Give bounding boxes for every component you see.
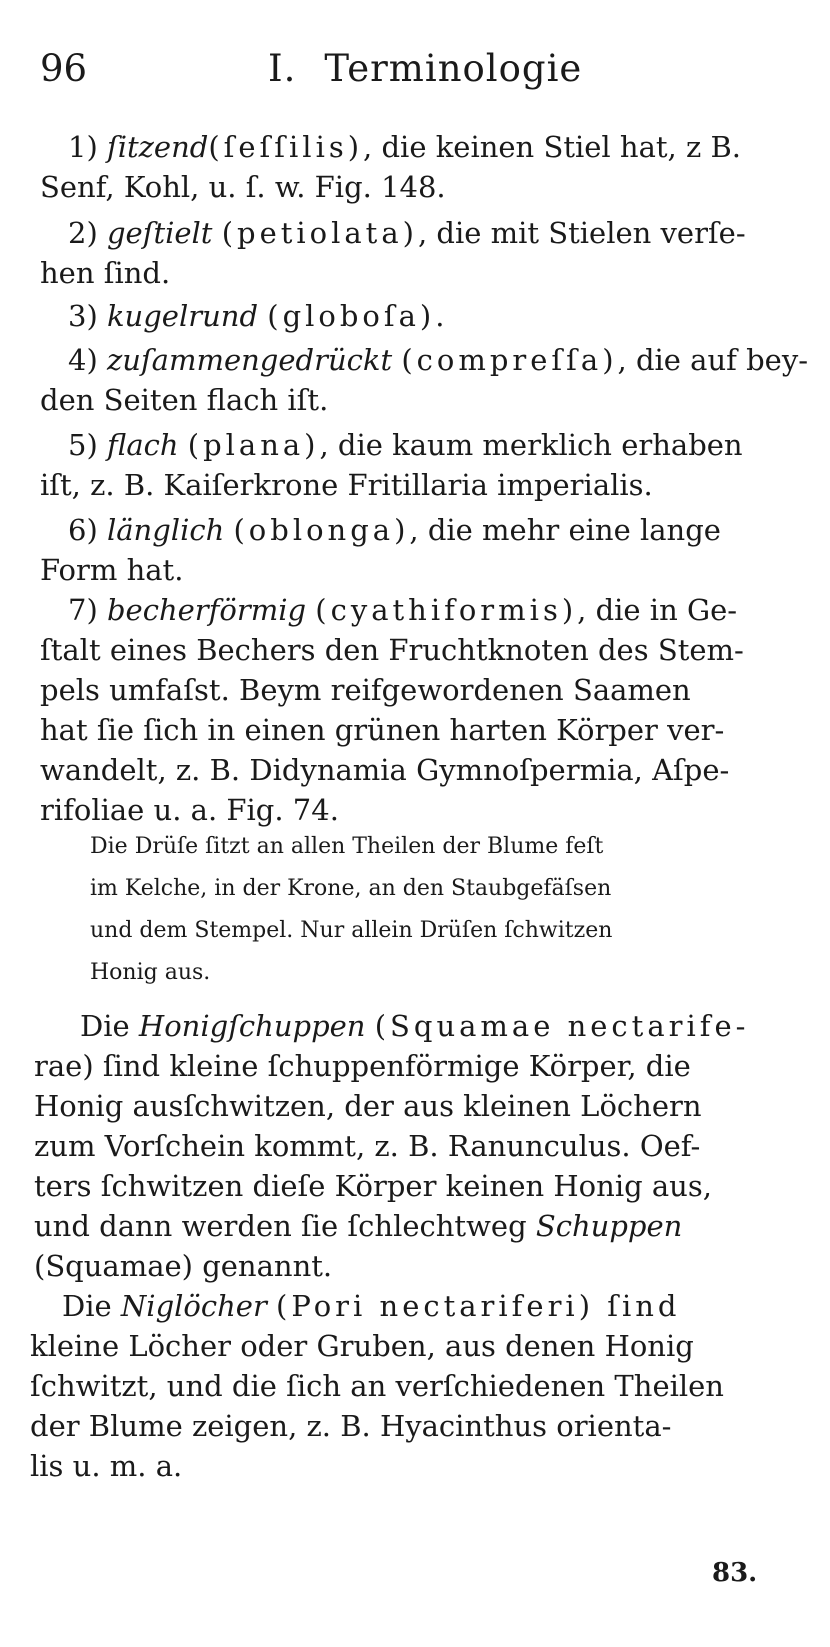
- term: Honigſchuppen: [138, 1009, 366, 1043]
- list-item: 3) kugelrund (globoſa).: [68, 299, 449, 333]
- list-item: 4) zuſammengedrückt (compreſſa), die auf bey-: [68, 343, 808, 377]
- list-item-continuation: rifoliae u. a. Fig. 74.: [40, 793, 339, 827]
- term: länglich: [106, 513, 225, 547]
- list-item-continuation: den Seiten flach iſt.: [40, 383, 329, 417]
- latin-term: (globoſa).: [267, 299, 449, 333]
- paragraph-line: lis u. m. a.: [30, 1449, 183, 1483]
- term: zuſammengedrückt: [106, 343, 393, 377]
- list-item-continuation: Senf, Kohl, u. ſ. w. Fig. 148.: [40, 170, 446, 204]
- paragraph-line: kleine Löcher oder Gruben, aus denen Honig: [30, 1329, 694, 1363]
- term: geſtielt: [106, 216, 213, 250]
- term: Niglöcher: [120, 1289, 267, 1323]
- paragraph-line: Honig ausſchwitzen, der aus kleinen Löchern: [34, 1089, 702, 1123]
- term: flach: [106, 428, 179, 462]
- note-line: und dem Stempel. Nur allein Drüſen ſchwitzen: [90, 918, 613, 943]
- list-item-continuation: Form hat.: [40, 553, 184, 587]
- latin-term: (ſeſſilis): [208, 130, 364, 164]
- paragraph-line: der Blume zeigen, z. B. Hyacinthus orienta-: [30, 1409, 672, 1443]
- paragraph-line: ſchwitzt, und die ſich an verſchiedenen Theilen: [30, 1369, 724, 1403]
- term: becherförmig: [106, 593, 307, 627]
- paragraph-line: ters ſchwitzen dieſe Körper keinen Honig aus,: [34, 1169, 712, 1203]
- list-item-continuation: wandelt, z. B. Didynamia Gymnoſpermia, Aſpe-: [40, 753, 730, 787]
- note-line: Honig aus.: [90, 960, 211, 985]
- page-number: 96: [40, 47, 88, 90]
- list-item: 1) ſitzend(ſeſſilis), die keinen Stiel hat, z B.: [68, 130, 741, 164]
- list-item-continuation: pels umfaſst. Beym reifgewordenen Saamen: [40, 673, 691, 707]
- running-header: [268, 47, 583, 90]
- paragraph-first-line: Die Niglöcher (Pori nectariferi) ſind: [62, 1289, 681, 1323]
- chapter-title: Terminologie: [324, 47, 583, 90]
- paragraph-line: (Squamae) genannt.: [34, 1249, 333, 1283]
- latin-term: (Squamae nectarife-: [374, 1009, 750, 1043]
- term: ſitzend: [106, 130, 209, 164]
- latin-term: (cyathiformis): [315, 593, 578, 627]
- list-item: 5) flach (plana), die kaum merklich erhaben: [68, 428, 743, 462]
- latin-term: (compreſſa): [401, 343, 618, 377]
- note-line: im Kelche, in der Krone, an den Staubgefäſsen: [90, 876, 612, 901]
- list-item-continuation: hen ſind.: [40, 256, 171, 290]
- note-line: Die Drüſe ſitzt an allen Theilen der Blume feſt: [90, 834, 604, 859]
- term: Schuppen: [535, 1209, 683, 1243]
- list-item-continuation: iſt, z. B. Kaiſerkrone Fritillaria imperialis.: [40, 468, 653, 502]
- list-item: 2) geſtielt (petiolata), die mit Stielen verſe-: [68, 216, 746, 250]
- paragraph-line: rae) ſind kleine ſchuppenförmige Körper, die: [34, 1049, 691, 1083]
- list-item-continuation: ſtalt eines Bechers den Fruchtknoten des Stem-: [40, 633, 744, 667]
- latin-term: (plana): [187, 428, 320, 462]
- latin-term: (Pori nectariferi) ſind: [276, 1289, 681, 1323]
- list-item-continuation: hat ſie ſich in einen grünen harten Körper ver-: [40, 713, 725, 747]
- signature-mark: 83.: [712, 1558, 758, 1588]
- paragraph-first-line: Die Honigſchuppen (Squamae nectarife-: [80, 1009, 750, 1043]
- latin-term: (oblonga): [233, 513, 410, 547]
- paragraph-line: zum Vorſchein kommt, z. B. Ranunculus. Oef-: [34, 1129, 701, 1163]
- list-item: 6) länglich (oblonga), die mehr eine lange: [68, 513, 721, 547]
- term: kugelrund: [106, 299, 259, 333]
- paragraph-line: und dann werden ſie ſchlechtweg Schuppen: [34, 1209, 683, 1243]
- chapter-roman: I.: [268, 47, 297, 90]
- latin-term: (petiolata): [221, 216, 418, 250]
- list-item: 7) becherförmig (cyathiformis), die in Ge-: [68, 593, 738, 627]
